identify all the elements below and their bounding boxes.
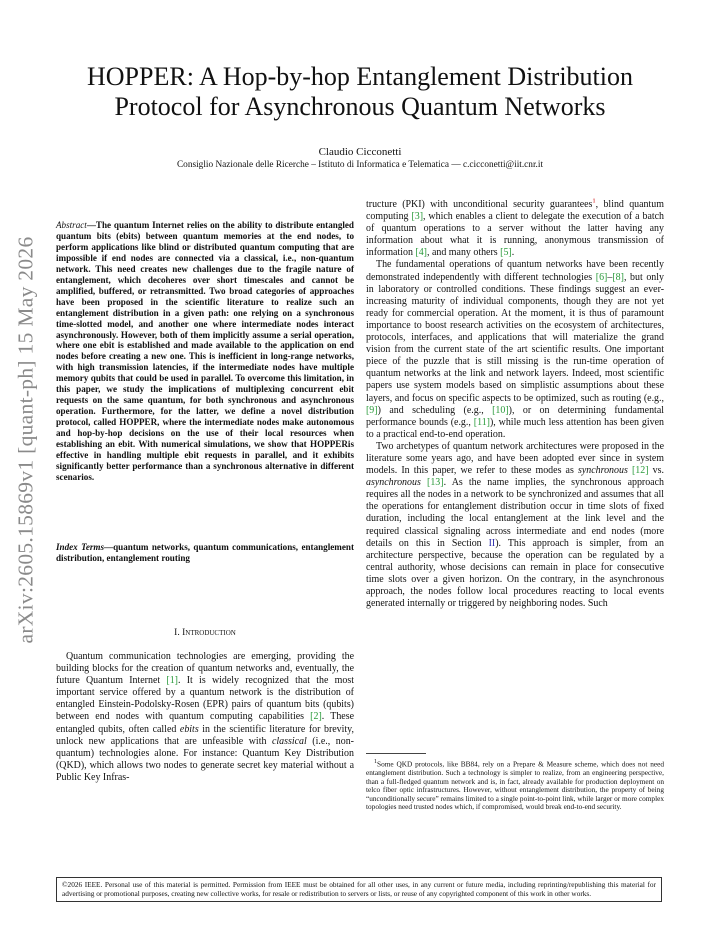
index-terms-label: Index Terms xyxy=(56,542,105,552)
footnote-divider xyxy=(366,753,426,754)
paragraph: The fundamental operations of quantum networks have been recently demonstrated independently with different technologies [6]–[8], but only in laboratory or controlled conditions. These findings suggest an ever-increasing maturity of individual components, though they are not yet ready for commercial operation. At the moment, it is thus of paramount importance to boost research activities on the ecosystem of architectures, protocols, interfaces, and applications that will materialize the grand vision from the current state of the art scientific results. One important piece of the puzzle that is still missing is the run-time operation of quantum networks at the link and network layers. Indeed, most scientific papers use system models based on simplistic assumptions about these layers, and focus on specific aspects to be optimized, such as routing (e.g., [9]) and scheduling (e.g., [10]), or on determining fundamental performance bounds (e.g., [11]), while much less attention has been given to a practical end-to-end operation. xyxy=(366,259,665,440)
author-name: Claudio Cicconetti xyxy=(318,146,402,158)
body-left-column xyxy=(56,651,354,784)
footnote xyxy=(366,758,664,812)
citation-link[interactable]: [12] xyxy=(631,465,649,477)
citation-link[interactable]: [1] xyxy=(166,675,178,687)
paragraph: Quantum communication technologies are emerging, providing the building blocks for the creation of quantum networks and, eventually, the future Quantum Internet [1]. It is widely recognized that the most important service offered by a quantum network is the distribution of entangled Einstein-Podolsky-Rosen (EPR) pairs of quantum bits (qubits) between end nodes with quantum computing capabilities [2]. These entangled qubits, often called ebits in the scientific literature for brevity, unlock new applications that are unfeasible with classical (i.e., non-quantum) technologies alone. For instance: Quantum Key Distribution (QKD), which allows two nodes to generate secret key material without a Public Key Infras- xyxy=(56,651,354,783)
citation-link[interactable]: [13] xyxy=(427,477,444,489)
index-terms-text: —quantum networks, quantum communications, entanglement distribution, entanglement routing xyxy=(56,542,354,563)
citation-link[interactable]: [4] xyxy=(415,247,427,259)
footnote-mark[interactable]: 1 xyxy=(592,197,596,205)
citation-link[interactable]: [3] xyxy=(411,211,424,223)
copyright-notice: ©2026 IEEE. Personal use of this material is permitted. Permission from IEEE must be obtained for all other uses, in any current or future media, including reprinting/republishing this material for advertising or promotional purposes, creating new collective works, for resale or redistribution to servers or lists, or reuse of any copyrighted component of this work in other works. xyxy=(56,877,662,902)
abstract xyxy=(56,220,354,483)
title-line2: Protocol for Asynchronous Quantum Networks xyxy=(114,92,606,121)
body-right-column xyxy=(366,199,664,610)
index-terms xyxy=(56,542,354,564)
arxiv-id: arXiv:2605.15869v1 [quant-ph] 15 May 2026 xyxy=(13,236,38,644)
citation-link[interactable]: [8] xyxy=(612,271,624,283)
title-protocol-name: HOPPER xyxy=(87,62,187,91)
section-link[interactable]: II xyxy=(488,537,496,549)
section-number: I. xyxy=(174,628,180,638)
citation-link[interactable]: [5] xyxy=(500,247,512,259)
citation-link[interactable]: [10] xyxy=(492,404,509,416)
paper-title xyxy=(40,62,680,122)
citation-link[interactable]: [2] xyxy=(310,711,322,723)
arxiv-stamp xyxy=(6,190,46,690)
abstract-label: Abstract xyxy=(56,220,87,230)
paragraph: Two archetypes of quantum network architectures were proposed in the literature some years ago, and have been adopted ever since in system models. In this paper, we refer to these modes as synchronous [12] vs. asynchronous [13]. As the name implies, the synchronous approach requires all the nodes in a network to be synchronized and assumes that all the operations for entanglement distribution occur in time slots of fixed duration, including the local entanglement at the link level and the required classical signaling across intermediate and end nodes (more details on this in Section II). This approach is simpler, from an architecture perspective, because the operation can be regulated by a central authority, whose decisions can remain in place for consecutive time slots over a given horizon. On the contrary, in the asynchronous approach, the nodes follow local procedures reacting to local events generated internally or triggered by neighboring nodes. Such xyxy=(366,440,665,610)
footnote-number: 1 xyxy=(374,759,378,765)
citation-link[interactable]: [6] xyxy=(595,271,608,283)
title-line1: : A Hop-by-hop Entanglement Distribution xyxy=(186,62,633,91)
paragraph: tructure (PKI) with unconditional security guarantees$^1$, blind quantum computing [3], which enables a client to delegate the execution of a batch of quantum operations to a server without the latter having any information about what it is running, anonymous transmission of information [4], and many others [5]. xyxy=(366,197,664,259)
abstract-text: —The quantum Internet relies on the ability to distribute entangled quantum bits (ebits) between quantum memories at the end nodes, to perform applications like blind or distributed quantum computing that are impossible if end nodes are connected via a classical, i.e., non-quantum network. This need creates new challenges due to the fragile nature of entanglement, which decoheres over short timescales and cannot be amplified, buffered, or retransmitted. Two broad categories of approaches have been proposed in the scientific literature to realize such an entanglement distribution in a given path: one relying on a synchronous time-slotted model, and another one where intermediate nodes interact asynchronously. However, both of them implicitly assume a serial operation, where one ebit is established and made available to the application on end nodes before creating a new one. This is inefficient in long-range networks, with high transmission latencies, if the intermediate nodes have multiple memory qubits that could be used in parallel. To overcome this limitation, in this paper, we study the implications of multiplexing concurrent ebit requests on the same quantum, for both synchronous and asynchronous operation. Furthermore, for the latter, we define a novel distribution protocol, called HOPPER, where the intermediate nodes make autonomous and hop-by-hop decisions on the use of their local resources when establishing an ebit. With numerical simulations, we show that HOPPERis effective in handling multiple ebit requests in parallel, and it exhibits significantly better performance than a synchronous alternative in different scenarios. xyxy=(56,220,354,482)
author-affiliation: Consiglio Nazionale delle Ricerche – Istituto di Informatica e Telematica — c.cicconetti@iit.cnr.it xyxy=(176,160,544,170)
citation-link[interactable]: [11] xyxy=(473,416,490,428)
section-title: Introduction xyxy=(182,628,236,638)
citation-link[interactable]: [9] xyxy=(366,404,378,416)
footnote-text: Some QKD protocols, like BB84, rely on a Prepare & Measure scheme, which does not need entanglement distribution. Such a technology is simpler to realize, from an engineering perspective, than a full-fledged quantum network and is, in fact, already available for production deployment on telco fiber optic infrastructures. However, without entanglement distribution, the property of being “unconditionally secure” remains limited to a single point-to-point link, while larger or more complex topologies need trusted nodes which, if compromised, would break end-to-end security. xyxy=(366,759,664,812)
section-heading-introduction xyxy=(56,628,354,638)
